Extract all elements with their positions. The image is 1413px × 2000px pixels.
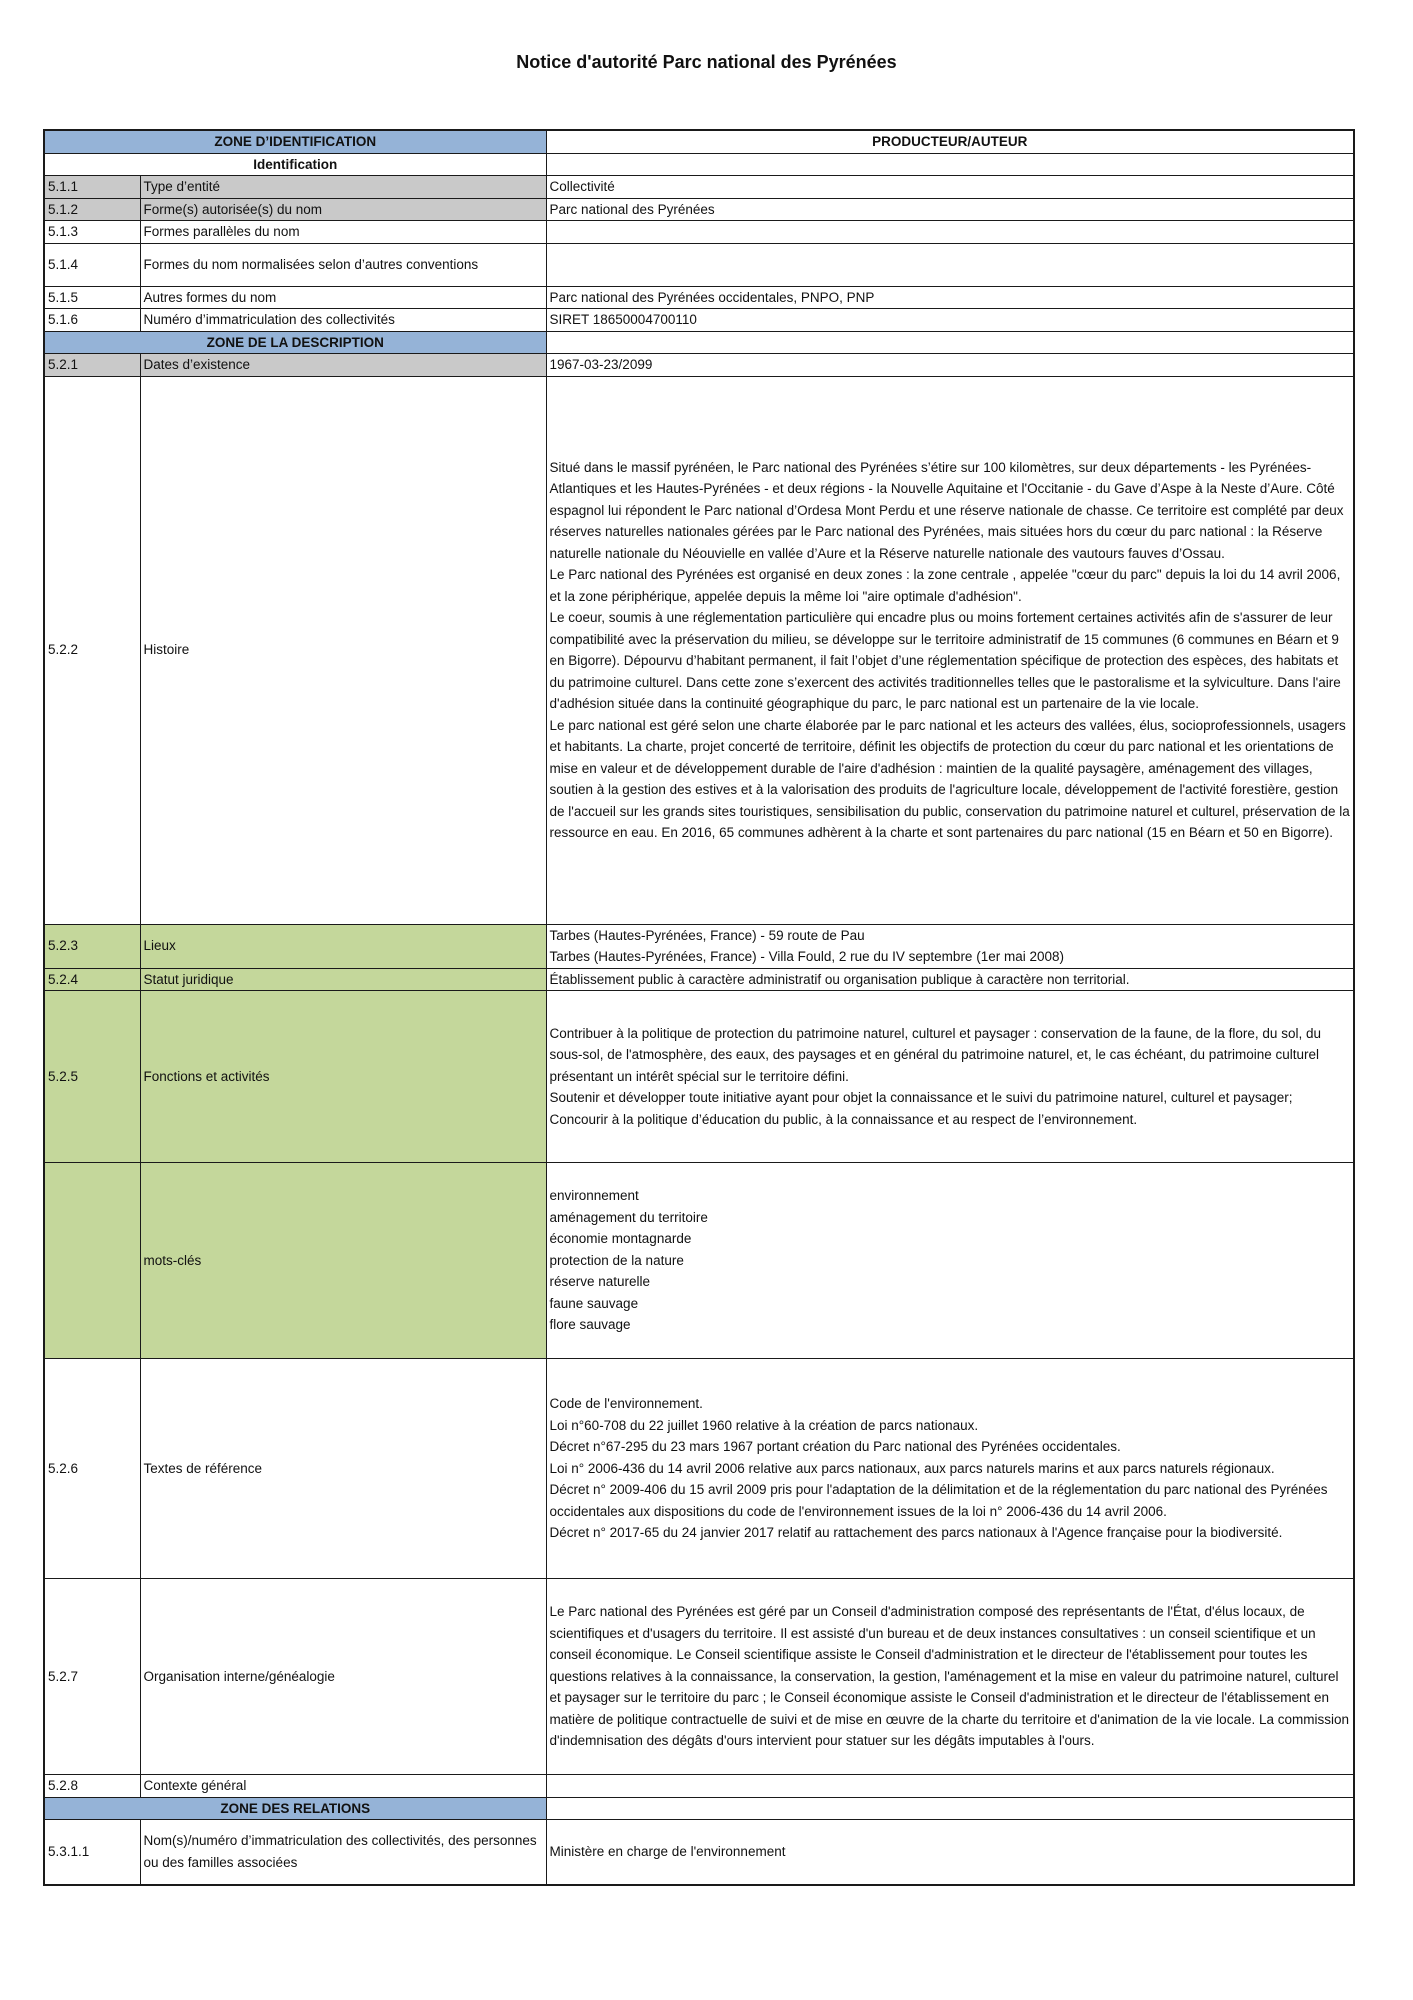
section-row	[44, 331, 1354, 354]
producer-author-header: PRODUCTEUR/AUTEUR	[546, 130, 1354, 153]
table-row	[44, 924, 1354, 968]
row-code: 5.1.4	[44, 243, 140, 286]
section-identification: Identification	[44, 153, 546, 176]
table-row	[44, 354, 1354, 377]
row-code: 5.2.1	[44, 354, 140, 377]
row-label: Autres formes du nom	[140, 286, 546, 309]
table-row	[44, 198, 1354, 221]
row-label: Forme(s) autorisée(s) du nom	[140, 198, 546, 221]
row-label: Lieux	[140, 924, 546, 968]
row-value: Code de l'environnement. Loi n°60-708 du 22 juillet 1960 relative à la création de parcs nationaux. Décret n°67-295 du 23 mars 1967 portant création du Parc national des Pyrénées occidentales. Loi n° 2006-436 du 14 avril 2006 relative aux parcs nationaux, aux parcs naturels marins et aux parcs naturels régionaux. Décret n° 2009-406 du 15 avril 2009 pris pour l'adaptation de la délimitation et de la réglementation du parc national des Pyrénées occidentales aux dispositions du code de l'environnement issues de la loi n° 2006-436 du 14 avril 2006. Décret n° 2017-65 du 24 janvier 2017 relatif au rattachement des parcs nationaux à l'Agence française pour la biodiversité.	[546, 1359, 1354, 1579]
table-row	[44, 1359, 1354, 1579]
row-code	[44, 1163, 140, 1359]
page-title: Notice d'autorité Parc national des Pyrénées	[516, 52, 897, 72]
row-code: 5.1.1	[44, 176, 140, 199]
row-value: environnement aménagement du territoire économie montagnarde protection de la nature réserve naturelle faune sauvage flore sauvage	[546, 1163, 1354, 1359]
row-code: 5.1.2	[44, 198, 140, 221]
row-code: 5.1.6	[44, 309, 140, 332]
row-code: 5.2.5	[44, 991, 140, 1163]
row-code: 5.1.5	[44, 286, 140, 309]
row-code: 5.2.8	[44, 1775, 140, 1798]
header-row	[44, 130, 1354, 153]
table-row	[44, 1820, 1354, 1885]
row-label: Textes de référence	[140, 1359, 546, 1579]
row-label: Contexte général	[140, 1775, 546, 1798]
table-row	[44, 176, 1354, 199]
zone-identification-header: ZONE D’IDENTIFICATION	[44, 130, 546, 153]
row-value: Tarbes (Hautes-Pyrénées, France) - 59 route de Pau Tarbes (Hautes-Pyrénées, France) - Villa Fould, 2 rue du IV septembre (1er mai 2008)	[546, 924, 1354, 968]
row-label: Fonctions et activités	[140, 991, 546, 1163]
row-code: 5.3.1.1	[44, 1820, 140, 1885]
table-row	[44, 221, 1354, 244]
row-value: Parc national des Pyrénées	[546, 198, 1354, 221]
section-row	[44, 153, 1354, 176]
row-value: SIRET 18650004700110	[546, 309, 1354, 332]
row-label: Dates d’existence	[140, 354, 546, 377]
row-value: Établissement public à caractère administratif ou organisation publique à caractère non territorial.	[546, 968, 1354, 991]
row-value: Contribuer à la politique de protection du patrimoine naturel, culturel et paysager : conservation de la faune, de la flore, du sol, du sous-sol, de l'atmosphère, des eaux, des paysages et en général du patrimoine naturel, et, le cas échéant, du patrimoine culturel présentant un intérêt spécial sur le territoire défini. Soutenir et développer toute initiative ayant pour objet la connaissance et le suivi du patrimoine naturel, culturel et paysager; Concourir à la politique d’éducation du public, à la connaissance et au respect de l’environnement.	[546, 991, 1354, 1163]
row-code: 5.2.3	[44, 924, 140, 968]
row-value	[546, 243, 1354, 286]
table-row	[44, 1775, 1354, 1798]
table-row	[44, 991, 1354, 1163]
row-value: 1967-03-23/2099	[546, 354, 1354, 377]
row-label: Type d’entité	[140, 176, 546, 199]
row-code: 5.2.2	[44, 376, 140, 924]
section-row	[44, 1797, 1354, 1820]
row-label: Nom(s)/numéro d’immatriculation des collectivités, des personnes ou des familles associées	[140, 1820, 546, 1885]
table-row	[44, 968, 1354, 991]
row-code: 5.1.3	[44, 221, 140, 244]
table-row	[44, 243, 1354, 286]
row-label: Histoire	[140, 376, 546, 924]
table-row	[44, 286, 1354, 309]
row-label: Organisation interne/généalogie	[140, 1579, 546, 1775]
row-label: Statut juridique	[140, 968, 546, 991]
row-code: 5.2.6	[44, 1359, 140, 1579]
row-label: Numéro d’immatriculation des collectivités	[140, 309, 546, 332]
row-label: Formes du nom normalisées selon d’autres conventions	[140, 243, 546, 286]
row-value	[546, 1775, 1354, 1798]
row-value: Situé dans le massif pyrénéen, le Parc national des Pyrénées s’étire sur 100 kilomètres, sur deux départements - les Pyrénées-Atlantiques et les Hautes-Pyrénées - et deux régions - la Nouvelle Aquitaine et l'Occitanie - du Gave d’Aspe à la Neste d’Aure. Côté espagnol lui répondent le Parc national d’Ordesa Mont Perdu et une réserve nationale de chasse. Ce territoire est complété par deux réserves naturelles nationales gérées par le Parc national des Pyrénées, mais situées hors du cœur du parc national : la Réserve naturelle nationale du Néouvielle en vallée d’Aure et la Réserve naturelle nationale des vautours fauves d’Ossau. Le Parc national des Pyrénées est organisé en deux zones : la zone centrale , appelée "cœur du parc" depuis la loi du 14 avril 2006, et la zone périphérique, appelée depuis la même loi "aire optimale d'adhésion". Le coeur, soumis à une réglementation particulière qui encadre plus ou moins fortement certaines activités afin de s'assurer de leur compatibilité avec la préservation du milieu, se développe sur le territoire administratif de 15 communes (6 communes en Béarn et 9 en Bigorre). Dépourvu d’habitant permanent, il fait l’objet d’une réglementation spécifique de protection des espèces, des habitats et du patrimoine culturel. Dans cette zone s’exercent des activités traditionnelles telles que le pastoralisme et la sylviculture. Dans l'aire d'adhésion située dans la continuité géographique du parc, le parc national est un partenaire de la vie locale. Le parc national est géré selon une charte élaborée par le parc national et les acteurs des vallées, élus, socioprofessionnels, usagers et habitants. La charte, projet concerté de territoire, définit les objectifs de protection du cœur du parc national et les orientations de mise en valeur et de développement durable de l'aire d'adhésion : maintien de la qualité paysagère, aménagement des villages, soutien à la gestion des estives et à la valorisation des produits de l'agriculture locale, développement de l'activité forestière, gestion de l'accueil sur les grands sites touristiques, sensibilisation du public, conservation du patrimoine naturel et culturel, préservation de la ressource en eau. En 2016, 65 communes adhèrent à la charte et sont partenaires du parc national (15 en Béarn et 50 en Bigorre).	[546, 376, 1354, 924]
section-description: ZONE DE LA DESCRIPTION	[44, 331, 546, 354]
table-row	[44, 376, 1354, 924]
row-label: mots-clés	[140, 1163, 546, 1359]
row-code: 5.2.7	[44, 1579, 140, 1775]
table-row	[44, 1163, 1354, 1359]
row-code: 5.2.4	[44, 968, 140, 991]
authority-record-table	[43, 129, 1355, 1886]
row-value: Ministère en charge de l'environnement	[546, 1820, 1354, 1885]
section-relations: ZONE DES RELATIONS	[44, 1797, 546, 1820]
row-value: Le Parc national des Pyrénées est géré par un Conseil d'administration composé des représentants de l'État, d'élus locaux, de scientifiques et d'usagers du territoire. Il est assisté d'un bureau et de deux instances consultatives : un conseil scientifique et un conseil économique. Le Conseil scientifique assiste le Conseil d'administration et le directeur de l'établissement pour toutes les questions relatives à la connaissance, la conservation, la gestion, l'aménagement et la mise en valeur du patrimoine naturel, culturel et paysager sur le territoire du parc ; le Conseil économique assiste le Conseil d'administration et le directeur de l'établissement en matière de politique contractuelle de suivi et de mise en œuvre de la charte du territoire et d'animation de la vie locale. La commission d'indemnisation des dégâts d'ours intervient pour statuer sur les dégâts imputables à l'ours.	[546, 1579, 1354, 1775]
table-row	[44, 1579, 1354, 1775]
row-value	[546, 221, 1354, 244]
row-label: Formes parallèles du nom	[140, 221, 546, 244]
row-value: Collectivité	[546, 176, 1354, 199]
row-value: Parc national des Pyrénées occidentales, PNPO, PNP	[546, 286, 1354, 309]
table-row	[44, 309, 1354, 332]
